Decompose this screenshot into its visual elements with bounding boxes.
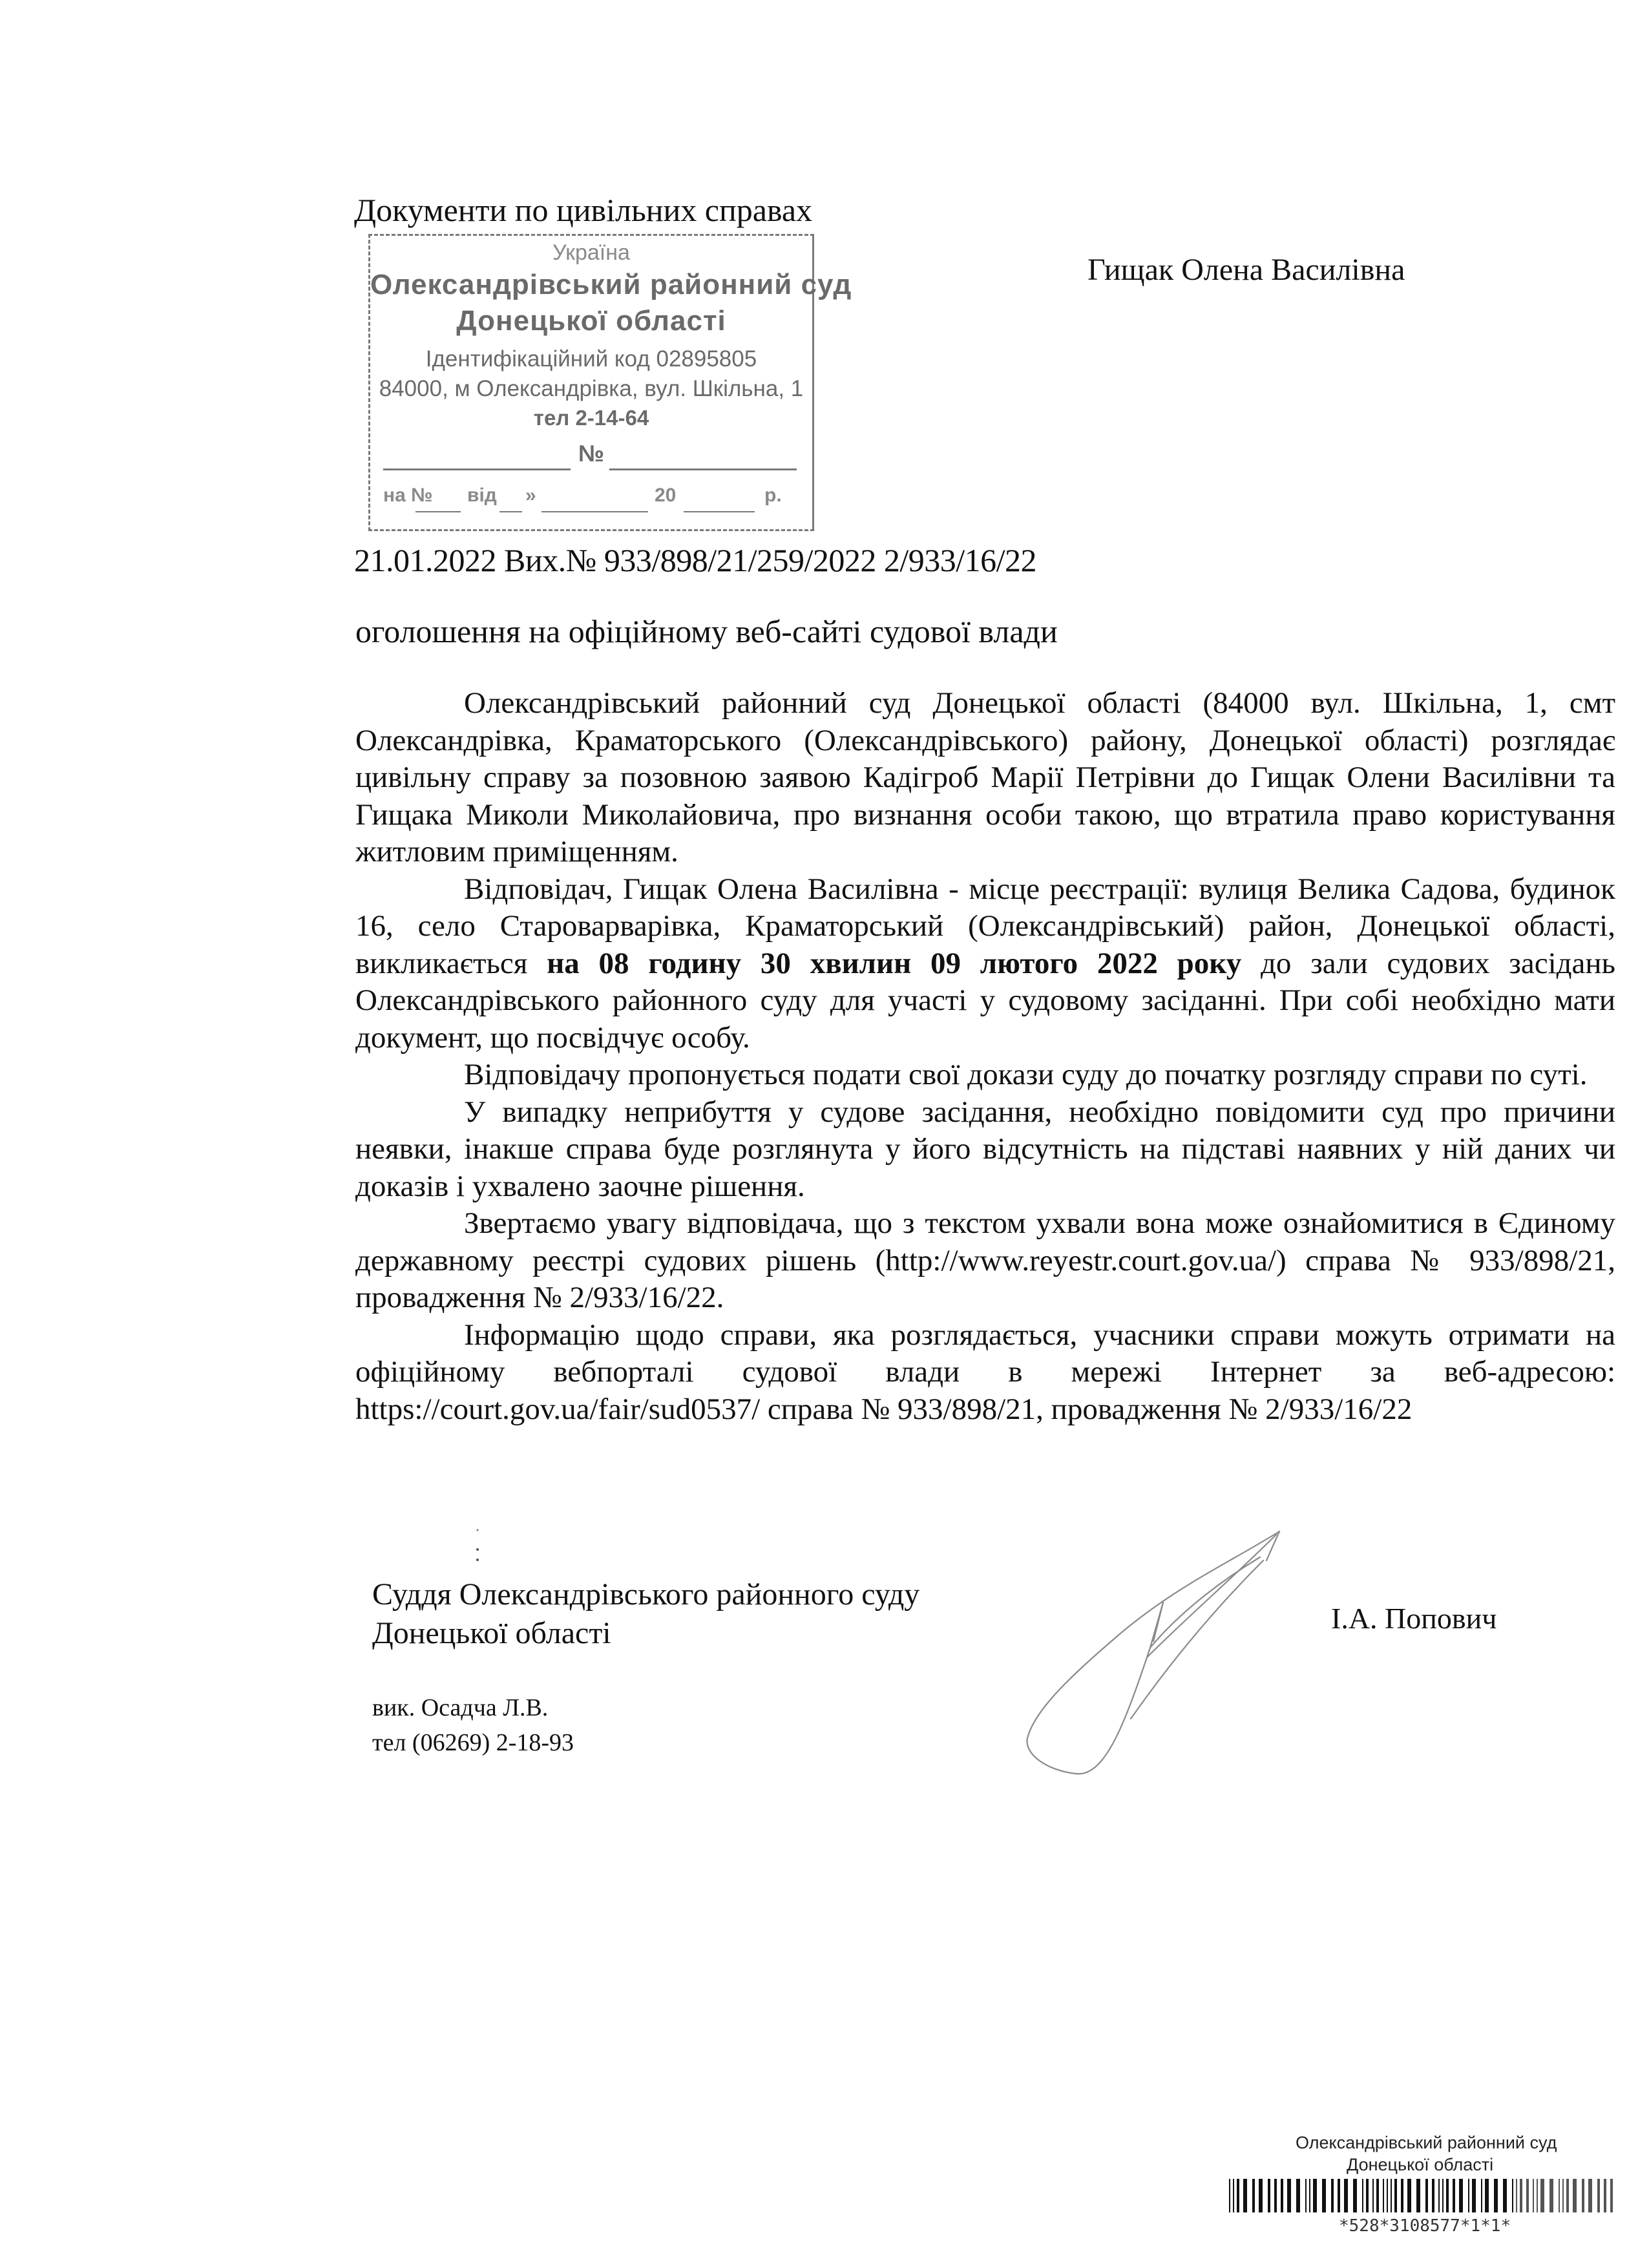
barcode-bar xyxy=(1305,2179,1307,2212)
barcode-bar xyxy=(1237,2179,1239,2212)
barcode-bar xyxy=(1446,2179,1449,2212)
barcode-label-court: Олександрівський районний суд xyxy=(1296,2133,1557,2152)
barcode-bar xyxy=(1252,2179,1255,2212)
stamp-year-suffix: р. xyxy=(764,485,782,506)
barcode-bar xyxy=(1588,2179,1592,2212)
barcode-bar xyxy=(1610,2179,1613,2212)
barcode-bar xyxy=(1233,2179,1234,2212)
recipient-name: Гищак Олена Василівна xyxy=(1087,253,1405,287)
summons-text-end: до зали судових засідань Олександрівського районного суду для участі у судовому засіданні. При собі необхідно мати документ, що посвідчує особу. xyxy=(355,946,1615,1055)
stamp-ref-prefix: на № xyxy=(383,485,433,506)
barcode-bar xyxy=(1512,2179,1513,2212)
barcode-bar xyxy=(1559,2179,1560,2212)
barcode-bar xyxy=(1376,2179,1379,2212)
outgoing-number: 21.01.2022 Вих.№ 933/898/21/259/2022 2/933/16/22 xyxy=(354,542,1037,578)
judge-title-line1: Суддя Олександрівського районного суду xyxy=(372,1577,920,1612)
barcode-bar xyxy=(1468,2179,1469,2212)
barcode-bar xyxy=(1353,2179,1357,2212)
notice-body xyxy=(355,685,1615,1428)
barcode-bar xyxy=(1562,2179,1564,2212)
barcode-bar xyxy=(1394,2179,1397,2212)
barcode-bar xyxy=(1566,2179,1569,2212)
barcode-bar xyxy=(1540,2179,1544,2212)
barcode-bar xyxy=(1485,2179,1489,2212)
barcode-bar xyxy=(1243,2179,1247,2212)
barcode-bar xyxy=(1338,2179,1340,2212)
barcode-bar xyxy=(1520,2179,1522,2212)
barcode-bar xyxy=(1313,2179,1317,2212)
stamp-line xyxy=(609,468,797,470)
paragraph-registry: Звертаємо увагу відповідача, що з текстом ухвали вона може ознайомитися в Єдиному державному реєстрі судових рішень (http://www.reyestr.court.gov.ua/) справа № 933/898/21, провадження № 2/933/16/22. xyxy=(355,1206,1615,1314)
stamp-id-code: Ідентифікаційний код 02895805 xyxy=(425,346,757,372)
stamp-line xyxy=(541,511,648,512)
barcode-bar xyxy=(1604,2179,1606,2212)
barcode-bar xyxy=(1259,2179,1263,2212)
executor-name: вик. Осадча Л.В. xyxy=(372,1694,549,1721)
handwritten-signature xyxy=(1014,1512,1312,1796)
barcode-bar xyxy=(1503,2179,1507,2212)
document-category: Документи по цивільних справах xyxy=(354,192,813,228)
hearing-datetime: на 08 годину 30 хвилин 09 лютого 2022 року xyxy=(547,946,1242,980)
barcode-bar xyxy=(1309,2179,1310,2212)
judge-title-line2: Донецької області xyxy=(372,1616,611,1650)
stamp-from-label: від xyxy=(467,485,497,506)
barcode-label-region: Донецької області xyxy=(1347,2155,1494,2174)
summons-text-start: Відповідач, Гищак Олена Василівна - місце реєстрації: вулиця Велика Садова, будинок 16, село Староварварівка, Краматорський (Олександрівський) район, Донецької області, викликається xyxy=(355,872,1615,980)
scan-speck-marks xyxy=(476,1525,479,1564)
barcode-bar xyxy=(1287,2179,1291,2212)
executor-phone: тел (06269) 2-18-93 xyxy=(372,1729,574,1756)
barcode-bar xyxy=(1362,2179,1363,2212)
stamp-year-prefix: 20 xyxy=(655,485,677,506)
stamp-line xyxy=(684,511,755,512)
barcode-bar xyxy=(1416,2179,1420,2212)
barcode-bar xyxy=(1366,2179,1369,2212)
barcode-bar xyxy=(1229,2179,1230,2212)
barcode-bar xyxy=(1296,2179,1300,2212)
stamp-phone: тел 2-14-64 xyxy=(533,406,649,430)
judge-name: І.А. Попович xyxy=(1331,1602,1497,1635)
barcode-bar xyxy=(1459,2179,1463,2212)
stamp-address: 84000, м Олександрівка, вул. Шкільна, 1 xyxy=(379,376,804,401)
barcode-bar xyxy=(1442,2179,1444,2212)
barcode-bar xyxy=(1533,2179,1534,2212)
barcode-bar xyxy=(1453,2179,1455,2212)
barcode-bar xyxy=(1425,2179,1428,2212)
barcode-bar xyxy=(1268,2179,1270,2212)
barcode-bar xyxy=(1322,2179,1326,2212)
barcode-bar xyxy=(1597,2179,1600,2212)
stamp-line xyxy=(499,511,522,512)
stamp-country: Україна xyxy=(552,240,630,265)
barcode-bar xyxy=(1549,2179,1553,2212)
announcement-title: оголошення на офіційному веб-сайті судової влади xyxy=(355,613,1058,649)
stamp-court-region: Донецької області xyxy=(456,305,726,337)
stamp-line xyxy=(415,511,461,512)
stamp-line xyxy=(383,468,571,470)
paragraph-absence: У випадку неприбуття у судове засідання, необхідно повідомити суд про причини неявки, інакше справа буде розглянута у його відсутність на підставі наявних у ній даних чи доказів і ухвалено заочне рішення. xyxy=(355,1095,1615,1203)
barcode-bar xyxy=(1372,2179,1374,2212)
barcode-bar xyxy=(1407,2179,1411,2212)
paragraph-web-info: Інформацію щодо справи, яка розглядається, учасники справи можуть отримати на офіційному вебпорталі судової влади в мережі Інтернет за веб-адресою: https://court.gov.ua/fair/sud0537/ справа № 933/898/21, провадження № 2/933/16/22 xyxy=(355,1318,1615,1426)
paragraph-summons xyxy=(355,871,1615,1057)
barcode-bar xyxy=(1537,2179,1538,2212)
barcode-bar xyxy=(1573,2179,1577,2212)
barcode-bar xyxy=(1331,2179,1334,2212)
paragraph-case-description: Олександрівський районний суд Донецької області (84000 вул. Шкільна, 1, смт Олександрівка, Краматорського (Олександрівського) району, Донецької області) розглядає цивільну справу за позовною заявою Кадігроб Марії Петрівни до Гищак Олени Василівни та Гищака Миколи Миколайовича, про визнання особи такою, що втратила право користування житловим приміщенням. xyxy=(355,686,1615,868)
barcode-bar xyxy=(1582,2179,1584,2212)
court-stamp xyxy=(368,234,852,531)
barcode xyxy=(1228,2179,1615,2212)
barcode-bar xyxy=(1274,2179,1277,2212)
barcode-bar xyxy=(1383,2179,1384,2212)
barcode-bar xyxy=(1438,2179,1440,2212)
barcode-bar xyxy=(1481,2179,1482,2212)
stamp-number-label: № xyxy=(578,440,605,467)
barcode-bar xyxy=(1432,2179,1434,2212)
barcode-bar xyxy=(1494,2179,1498,2212)
stamp-quote: » xyxy=(525,485,536,506)
barcode-bar xyxy=(1281,2179,1283,2212)
barcode-number: *528*3108577*1*1* xyxy=(1339,2216,1511,2236)
barcode-bar xyxy=(1526,2179,1529,2212)
barcode-bar xyxy=(1516,2179,1517,2212)
barcode-bar xyxy=(1472,2179,1476,2212)
barcode-bar xyxy=(1401,2179,1403,2212)
barcode-bar xyxy=(1391,2179,1392,2212)
stamp-court-name: Олександрівський районний суд xyxy=(370,269,852,300)
barcode-bar xyxy=(1387,2179,1388,2212)
barcode-bar xyxy=(1344,2179,1348,2212)
paragraph-evidence: Відповідачу пропонується подати свої докази суду до початку розгляду справи по суті. xyxy=(464,1058,1588,1091)
